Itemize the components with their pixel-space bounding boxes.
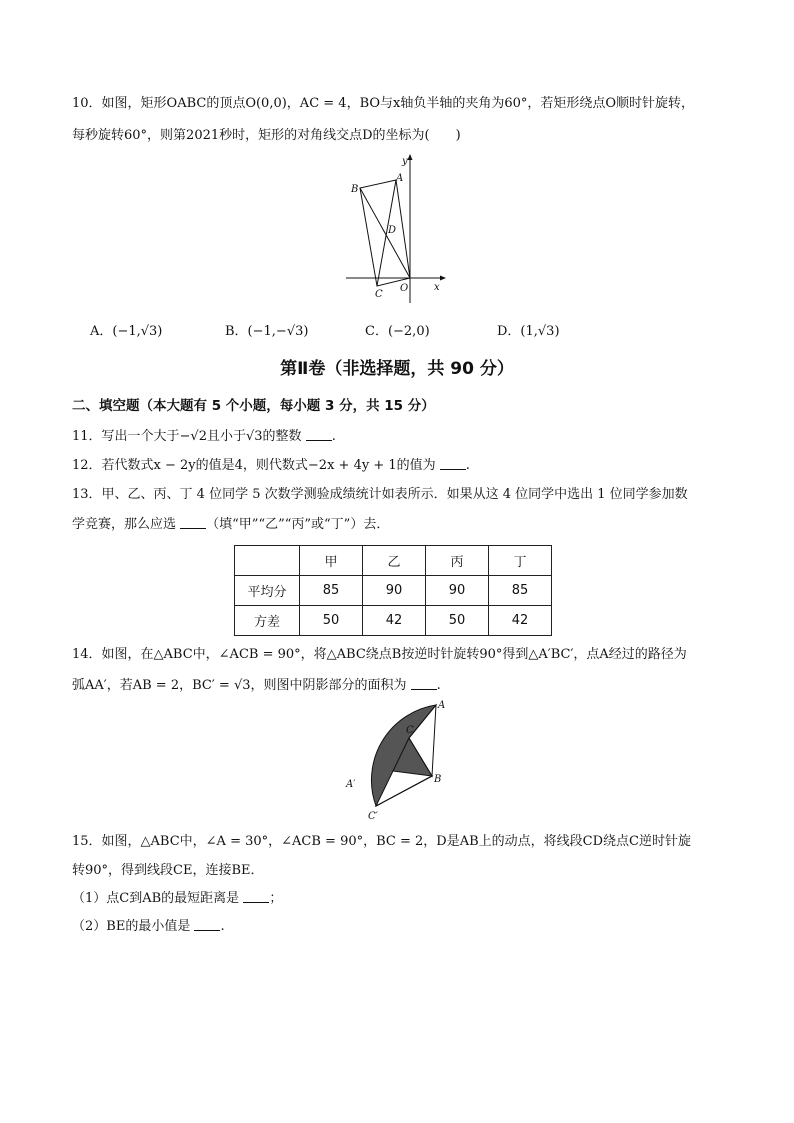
table-row	[235, 576, 552, 606]
q10-choice-d: D．(1,√3)	[497, 324, 560, 339]
q15-sub2-end: .	[220, 919, 225, 934]
section-title: 第Ⅱ卷（非选择题，共 90 分）	[280, 359, 514, 379]
table-header-cell: 甲	[300, 546, 363, 576]
table-cell: 50	[426, 606, 489, 636]
q15-sub2	[72, 918, 225, 936]
q13-stats-table	[234, 545, 552, 636]
q13-line1: 13．甲、乙、丙、丁 4 位同学 5 次数学测验成绩统计如表所示．如果从这 4 位同学中选出 1 位同学参加数	[72, 487, 688, 502]
q13-answer-blank[interactable]	[180, 516, 206, 529]
table-header-row	[235, 546, 552, 576]
q14-line2	[72, 677, 441, 695]
q15-sub1	[72, 890, 282, 908]
table-cell: 42	[363, 606, 426, 636]
q15-sub1-end: ；	[269, 891, 283, 906]
q13-text: 学竞赛，那么应选	[72, 517, 177, 532]
q10-choice-c: C．(−2,0)	[365, 324, 430, 339]
label-c-prime: C′	[368, 811, 378, 822]
label-a: A	[396, 173, 404, 184]
table-header-cell: 乙	[363, 546, 426, 576]
q10-choice-a: A．(−1,√3)	[90, 324, 163, 339]
q10-line1: 10．如图，矩形OABC的顶点O(0,0)，AC = 4，BO与x轴负半轴的夹角为60°，若矩形绕点O顺时针旋转，	[72, 96, 695, 111]
q15-sub2-text: （2）BE的最小值是	[72, 919, 191, 934]
q11	[72, 428, 336, 446]
q12	[72, 457, 470, 475]
x-axis-arrow	[440, 276, 446, 281]
label-b: B	[351, 184, 359, 195]
label-x: x	[434, 282, 440, 293]
q15-sub1-answer-blank[interactable]	[243, 890, 269, 903]
q14-text: 弧AA′，若AB = 2，BC′ = √3，则图中阴影部分的面积为	[72, 678, 407, 693]
table-cell: 90	[363, 576, 426, 606]
label-b: B	[434, 774, 442, 785]
label-a: A	[438, 700, 446, 711]
table-row	[235, 606, 552, 636]
table-cell: 85	[489, 576, 552, 606]
table-header-cell: 丁	[489, 546, 552, 576]
q11-text: 11．写出一个大于−√2且小于√3的整数	[72, 429, 302, 444]
part-title: 二、填空题（本大题有 5 个小题，每小题 3 分，共 15 分）	[72, 398, 435, 414]
q15-sub1-text: （1）点C到AB的最短距离是	[72, 891, 240, 906]
table-cell: 90	[426, 576, 489, 606]
y-axis-arrow	[408, 154, 413, 160]
q14-line1: 14．如图，在△ABC中，∠ACB = 90°，将△ABC绕点B按逆时针旋转90°得到△A′BC′，点A经过的路径为	[72, 647, 687, 662]
table-cell: 方差	[235, 606, 300, 636]
label-y: y	[402, 156, 408, 167]
label-a-prime: A′	[346, 779, 356, 790]
q10-choice-b: B．(−1,−√3)	[225, 324, 309, 339]
q15-line1: 15．如图，△ABC中，∠A = 30°，∠ACB = 90°，BC = 2，D是AB上的动点，将线段CD绕点C逆时针旋	[72, 834, 691, 849]
label-d: D	[388, 225, 397, 236]
q12-end: .	[465, 458, 470, 473]
q13-line2	[72, 516, 389, 534]
q10-figure	[330, 148, 460, 308]
label-c: C	[406, 725, 414, 736]
q15-sub2-answer-blank[interactable]	[194, 918, 220, 931]
q11-answer-blank[interactable]	[306, 428, 332, 441]
label-o: O	[400, 283, 409, 294]
q13-hint: （填“甲”“乙”“丙”或“丁”）去．	[206, 517, 390, 532]
table-cell: 42	[489, 606, 552, 636]
table-header-cell: 丙	[426, 546, 489, 576]
q14-answer-blank[interactable]	[411, 677, 437, 690]
q14-end: .	[436, 678, 441, 693]
table-header-cell	[235, 546, 300, 576]
q15-line2: 转90°，得到线段CE，连接BE．	[72, 863, 264, 878]
q12-text: 12．若代数式x − 2y的值是4，则代数式−2x + 4y + 1的值为	[72, 458, 436, 473]
table-cell: 50	[300, 606, 363, 636]
table-cell: 85	[300, 576, 363, 606]
q14-figure	[340, 698, 455, 823]
q10-line2: 每秒旋转60°，则第2021秒时，矩形的对角线交点D的坐标为( )	[72, 128, 461, 143]
label-c: C	[375, 289, 383, 300]
q12-answer-blank[interactable]	[440, 457, 466, 470]
q11-end: .	[331, 429, 336, 444]
table-cell: 平均分	[235, 576, 300, 606]
